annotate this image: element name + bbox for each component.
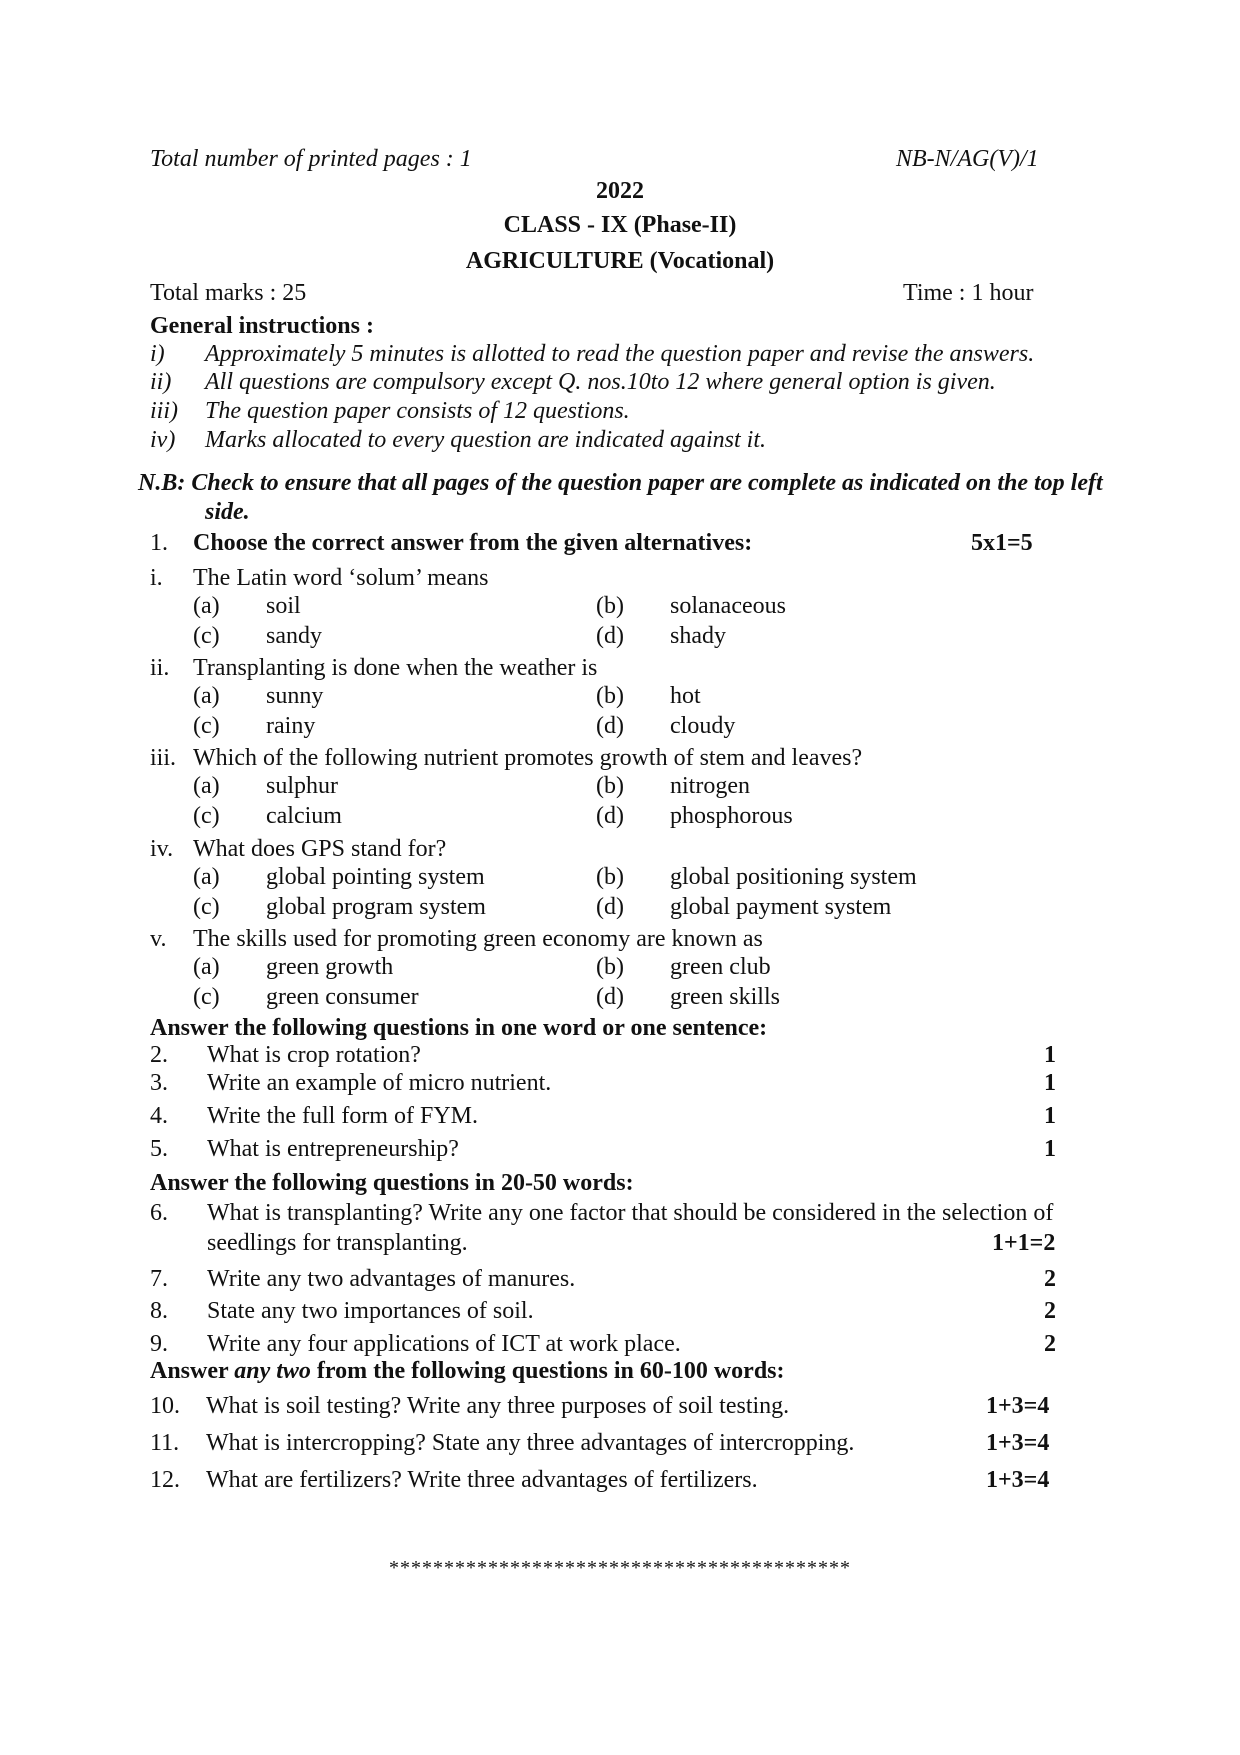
mcq-question: The skills used for promoting green economy are known as (193, 926, 763, 952)
section3-heading: Answer the following questions in 20-50 words: (150, 1170, 634, 1196)
question-text: Write any two advantages of manures. (207, 1266, 576, 1292)
section2-heading: Answer the following questions in one word or one sentence: (150, 1015, 768, 1041)
option-text: green consumer (266, 984, 419, 1010)
question-marks: 1+3=4 (986, 1467, 1050, 1493)
option-text: global positioning system (670, 864, 917, 890)
option-text: calcium (266, 803, 342, 829)
section4-heading (150, 1358, 785, 1386)
question-number: 11. (150, 1430, 180, 1456)
question-marks: 1 (1044, 1042, 1056, 1068)
option-text: soil (266, 593, 301, 619)
option-letter: (c) (193, 894, 220, 920)
option-letter: (d) (596, 623, 624, 649)
option-letter: (c) (193, 713, 220, 739)
question-number: 2. (150, 1042, 168, 1068)
question-number: 7. (150, 1266, 168, 1292)
option-text: global pointing system (266, 864, 485, 890)
question-text: What is soil testing? Write any three purposes of soil testing. (206, 1393, 790, 1419)
instruction-text: Approximately 5 minutes is allotted to read the question paper and revise the answers. (205, 341, 1035, 367)
question-text: What is transplanting? Write any one factor that should be considered in the selection of (207, 1200, 1054, 1226)
class-title: CLASS - IX (Phase-II) (503, 212, 737, 238)
option-text: green growth (266, 954, 394, 980)
option-text: cloudy (670, 713, 736, 739)
section1-number: 1. (150, 530, 168, 556)
option-letter: (d) (596, 713, 624, 739)
option-letter: (d) (596, 803, 624, 829)
option-text: sulphur (266, 773, 338, 799)
option-letter: (a) (193, 773, 220, 799)
question-number: 6. (150, 1200, 168, 1226)
option-text: sunny (266, 683, 324, 709)
question-text: Write an example of micro nutrient. (207, 1070, 552, 1096)
option-text: nitrogen (670, 773, 750, 799)
option-text: global payment system (670, 894, 892, 920)
mcq-number: i. (150, 565, 163, 591)
question-marks: 1+3=4 (986, 1393, 1050, 1419)
option-letter: (c) (193, 803, 220, 829)
instruction-text: The question paper consists of 12 questions. (205, 398, 630, 424)
question-text-continued: seedlings for transplanting. (207, 1230, 468, 1256)
option-text: sandy (266, 623, 322, 649)
question-text: What is entrepreneurship? (207, 1136, 459, 1162)
question-text: What is intercropping? State any three advantages of intercropping. (206, 1430, 855, 1456)
option-letter: (d) (596, 894, 624, 920)
instructions-heading: General instructions : (150, 313, 374, 339)
option-letter: (b) (596, 864, 624, 890)
question-text: What is crop rotation? (207, 1042, 421, 1068)
option-text: phosphorous (670, 803, 793, 829)
option-text: solanaceous (670, 593, 786, 619)
instruction-number: i) (150, 341, 165, 367)
question-marks: 2 (1044, 1331, 1056, 1357)
option-text: hot (670, 683, 701, 709)
section4-heading-emphasis: any two (234, 1358, 311, 1384)
printed-pages: Total number of printed pages : 1 (150, 146, 472, 172)
option-text: rainy (266, 713, 316, 739)
section1-heading: Choose the correct answer from the given alternatives: (193, 530, 753, 556)
option-text: green skills (670, 984, 780, 1010)
option-letter: (b) (596, 593, 624, 619)
option-letter: (a) (193, 683, 220, 709)
nb-note: N.B: Check to ensure that all pages of the question paper are complete as indicated on the top left (138, 470, 1103, 496)
question-text: State any two importances of soil. (207, 1298, 534, 1324)
question-marks: 1 (1044, 1070, 1056, 1096)
time-allowed: Time : 1 hour (903, 280, 1034, 306)
question-marks: 2 (1044, 1298, 1056, 1324)
mcq-number: v. (150, 926, 167, 952)
paper-code: NB-N/AG(V)/1 (896, 146, 1039, 172)
question-marks: 1+3=4 (986, 1430, 1050, 1456)
question-number: 12. (150, 1467, 180, 1493)
section4-heading-pre: Answer (150, 1358, 235, 1384)
question-marks: 1+1=2 (992, 1230, 1056, 1256)
total-marks: Total marks : 25 (150, 280, 307, 306)
mcq-question: Transplanting is done when the weather is (193, 655, 598, 681)
question-marks: 1 (1044, 1103, 1056, 1129)
option-letter: (a) (193, 954, 220, 980)
nb-note-continued: side. (205, 499, 250, 525)
question-text: Write any four applications of ICT at work place. (207, 1331, 681, 1357)
question-number: 4. (150, 1103, 168, 1129)
option-text: green club (670, 954, 771, 980)
question-number: 10. (150, 1393, 180, 1419)
subject-title: AGRICULTURE (Vocational) (465, 248, 775, 274)
question-text: What are fertilizers? Write three advantages of fertilizers. (206, 1467, 758, 1493)
instruction-text: All questions are compulsory except Q. nos.10to 12 where general option is given. (205, 369, 996, 395)
option-letter: (b) (596, 954, 624, 980)
question-number: 9. (150, 1331, 168, 1357)
option-letter: (a) (193, 864, 220, 890)
option-text: shady (670, 623, 726, 649)
question-text: Write the full form of FYM. (207, 1103, 478, 1129)
mcq-question: Which of the following nutrient promotes growth of stem and leaves? (193, 745, 863, 771)
question-number: 8. (150, 1298, 168, 1324)
question-number: 5. (150, 1136, 168, 1162)
section1-marks: 5x1=5 (971, 530, 1033, 556)
option-text: global program system (266, 894, 486, 920)
option-letter: (c) (193, 984, 220, 1010)
instruction-number: iv) (150, 427, 176, 453)
option-letter: (b) (596, 683, 624, 709)
mcq-question: The Latin word ‘solum’ means (193, 565, 489, 591)
option-letter: (b) (596, 773, 624, 799)
question-marks: 1 (1044, 1136, 1056, 1162)
mcq-number: iv. (150, 836, 174, 862)
question-number: 3. (150, 1070, 168, 1096)
mcq-number: iii. (150, 745, 177, 771)
instruction-number: iii) (150, 398, 178, 424)
instruction-text: Marks allocated to every question are indicated against it. (205, 427, 766, 453)
mcq-number: ii. (150, 655, 170, 681)
mcq-question: What does GPS stand for? (193, 836, 447, 862)
question-marks: 2 (1044, 1266, 1056, 1292)
option-letter: (d) (596, 984, 624, 1010)
instruction-number: ii) (150, 369, 172, 395)
option-letter: (c) (193, 623, 220, 649)
section4-heading-post: from the following questions in 60-100 words: (310, 1358, 785, 1384)
option-letter: (a) (193, 593, 220, 619)
exam-year: 2022 (596, 178, 644, 204)
end-of-paper-stars: ****************************************** (389, 1557, 851, 1579)
